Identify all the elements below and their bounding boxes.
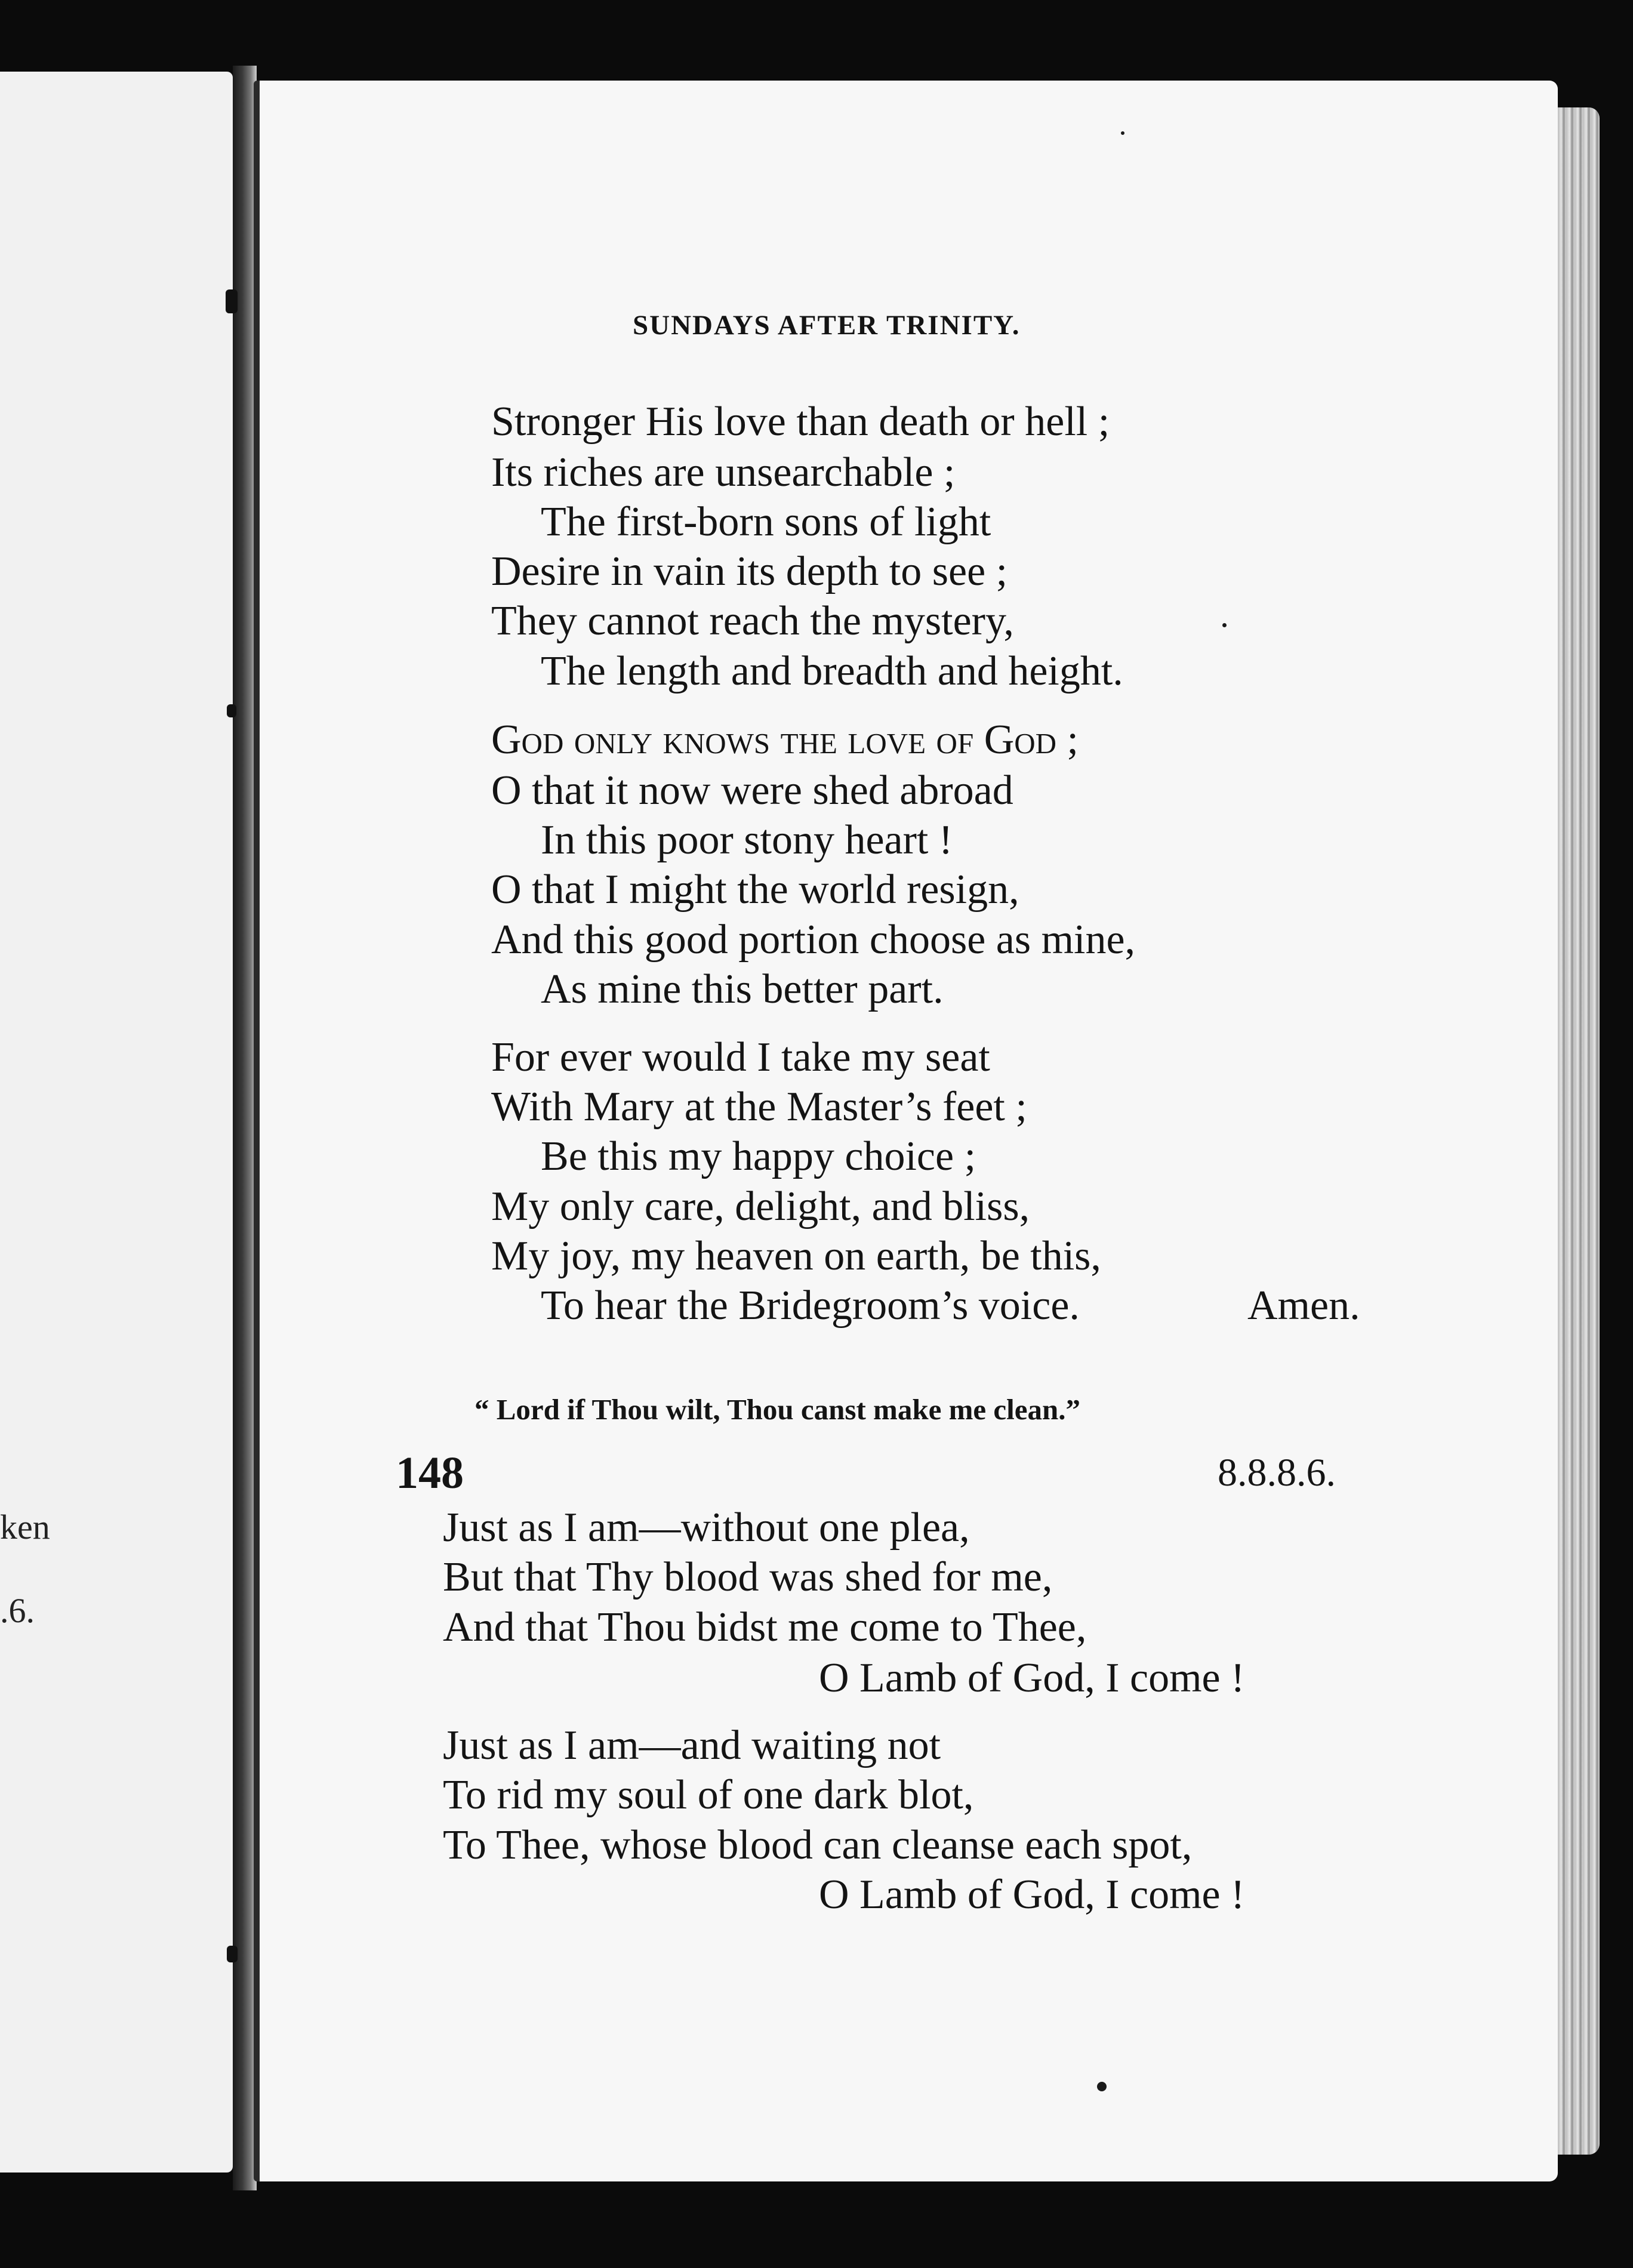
verse-line: Its riches are unsearchable ; [491,449,956,495]
page-edges [1558,107,1600,2155]
verse-line: As mine this better part. [541,966,944,1012]
left-page-text-fragment: ken [0,1508,50,1546]
verse-line: O Lamb of God, I come ! [819,1655,1245,1701]
dust-speck [1222,623,1227,627]
verse-line: The first-born sons of light [541,499,991,545]
verse-line: To Thee, whose blood can cleanse each spot, [443,1822,1193,1868]
verse-line: In this poor stony heart ! [541,817,953,863]
verse-line: My only care, delight, and bliss, [491,1184,1030,1229]
verse-line: The length and breadth and height. [541,648,1123,694]
verse-line: Just as I am—and waiting not [443,1722,941,1768]
hymn-meter: 8.8.8.6. [1218,1451,1336,1494]
verse-line: To hear the Bridegroom’s voice. [541,1283,1080,1329]
dust-speck [1097,2082,1107,2091]
verse-line: For ever would I take my seat [491,1034,990,1080]
verse-line: Be this my happy choice ; [541,1133,976,1179]
verse-line: Just as I am—without one plea, [443,1505,970,1551]
dust-speck [1121,131,1124,135]
hymn-epigraph: “ Lord if Thou wilt, Thou canst make me clean.” [475,1393,1081,1426]
verse-line: And this good portion choose as mine, [491,917,1136,963]
verse-line: O that I might the world resign, [491,867,1019,913]
verse-line: To rid my soul of one dark blot, [443,1772,974,1818]
verse-line: O Lamb of God, I come ! [819,1872,1245,1918]
verse-line: They cannot reach the mystery, [491,598,1014,644]
spine-mark [227,1946,238,1962]
spine-mark [227,704,236,717]
hymn-number: 148 [396,1448,464,1498]
verse-line: Desire in vain its depth to see ; [491,548,1008,594]
spine-mark [226,289,238,313]
left-page-fragment [0,72,233,2173]
left-page-text-fragment: .6. [0,1591,35,1630]
verse-line: O that it now were shed abroad [491,768,1013,813]
book-gutter [233,66,257,2190]
verse-line: God only knows the love of God ; [491,717,1079,763]
verse-line: And that Thou bidst me come to Thee, [443,1604,1087,1650]
amen-ending: Amen. [1247,1283,1360,1329]
running-head: SUNDAYS AFTER TRINITY. [633,310,1021,341]
verse-line: But that Thy blood was shed for me, [443,1554,1053,1600]
verse-line: With Mary at the Master’s feet ; [491,1084,1027,1130]
verse-line: My joy, my heaven on earth, be this, [491,1233,1101,1279]
verse-line: Stronger His love than death or hell ; [491,399,1110,445]
